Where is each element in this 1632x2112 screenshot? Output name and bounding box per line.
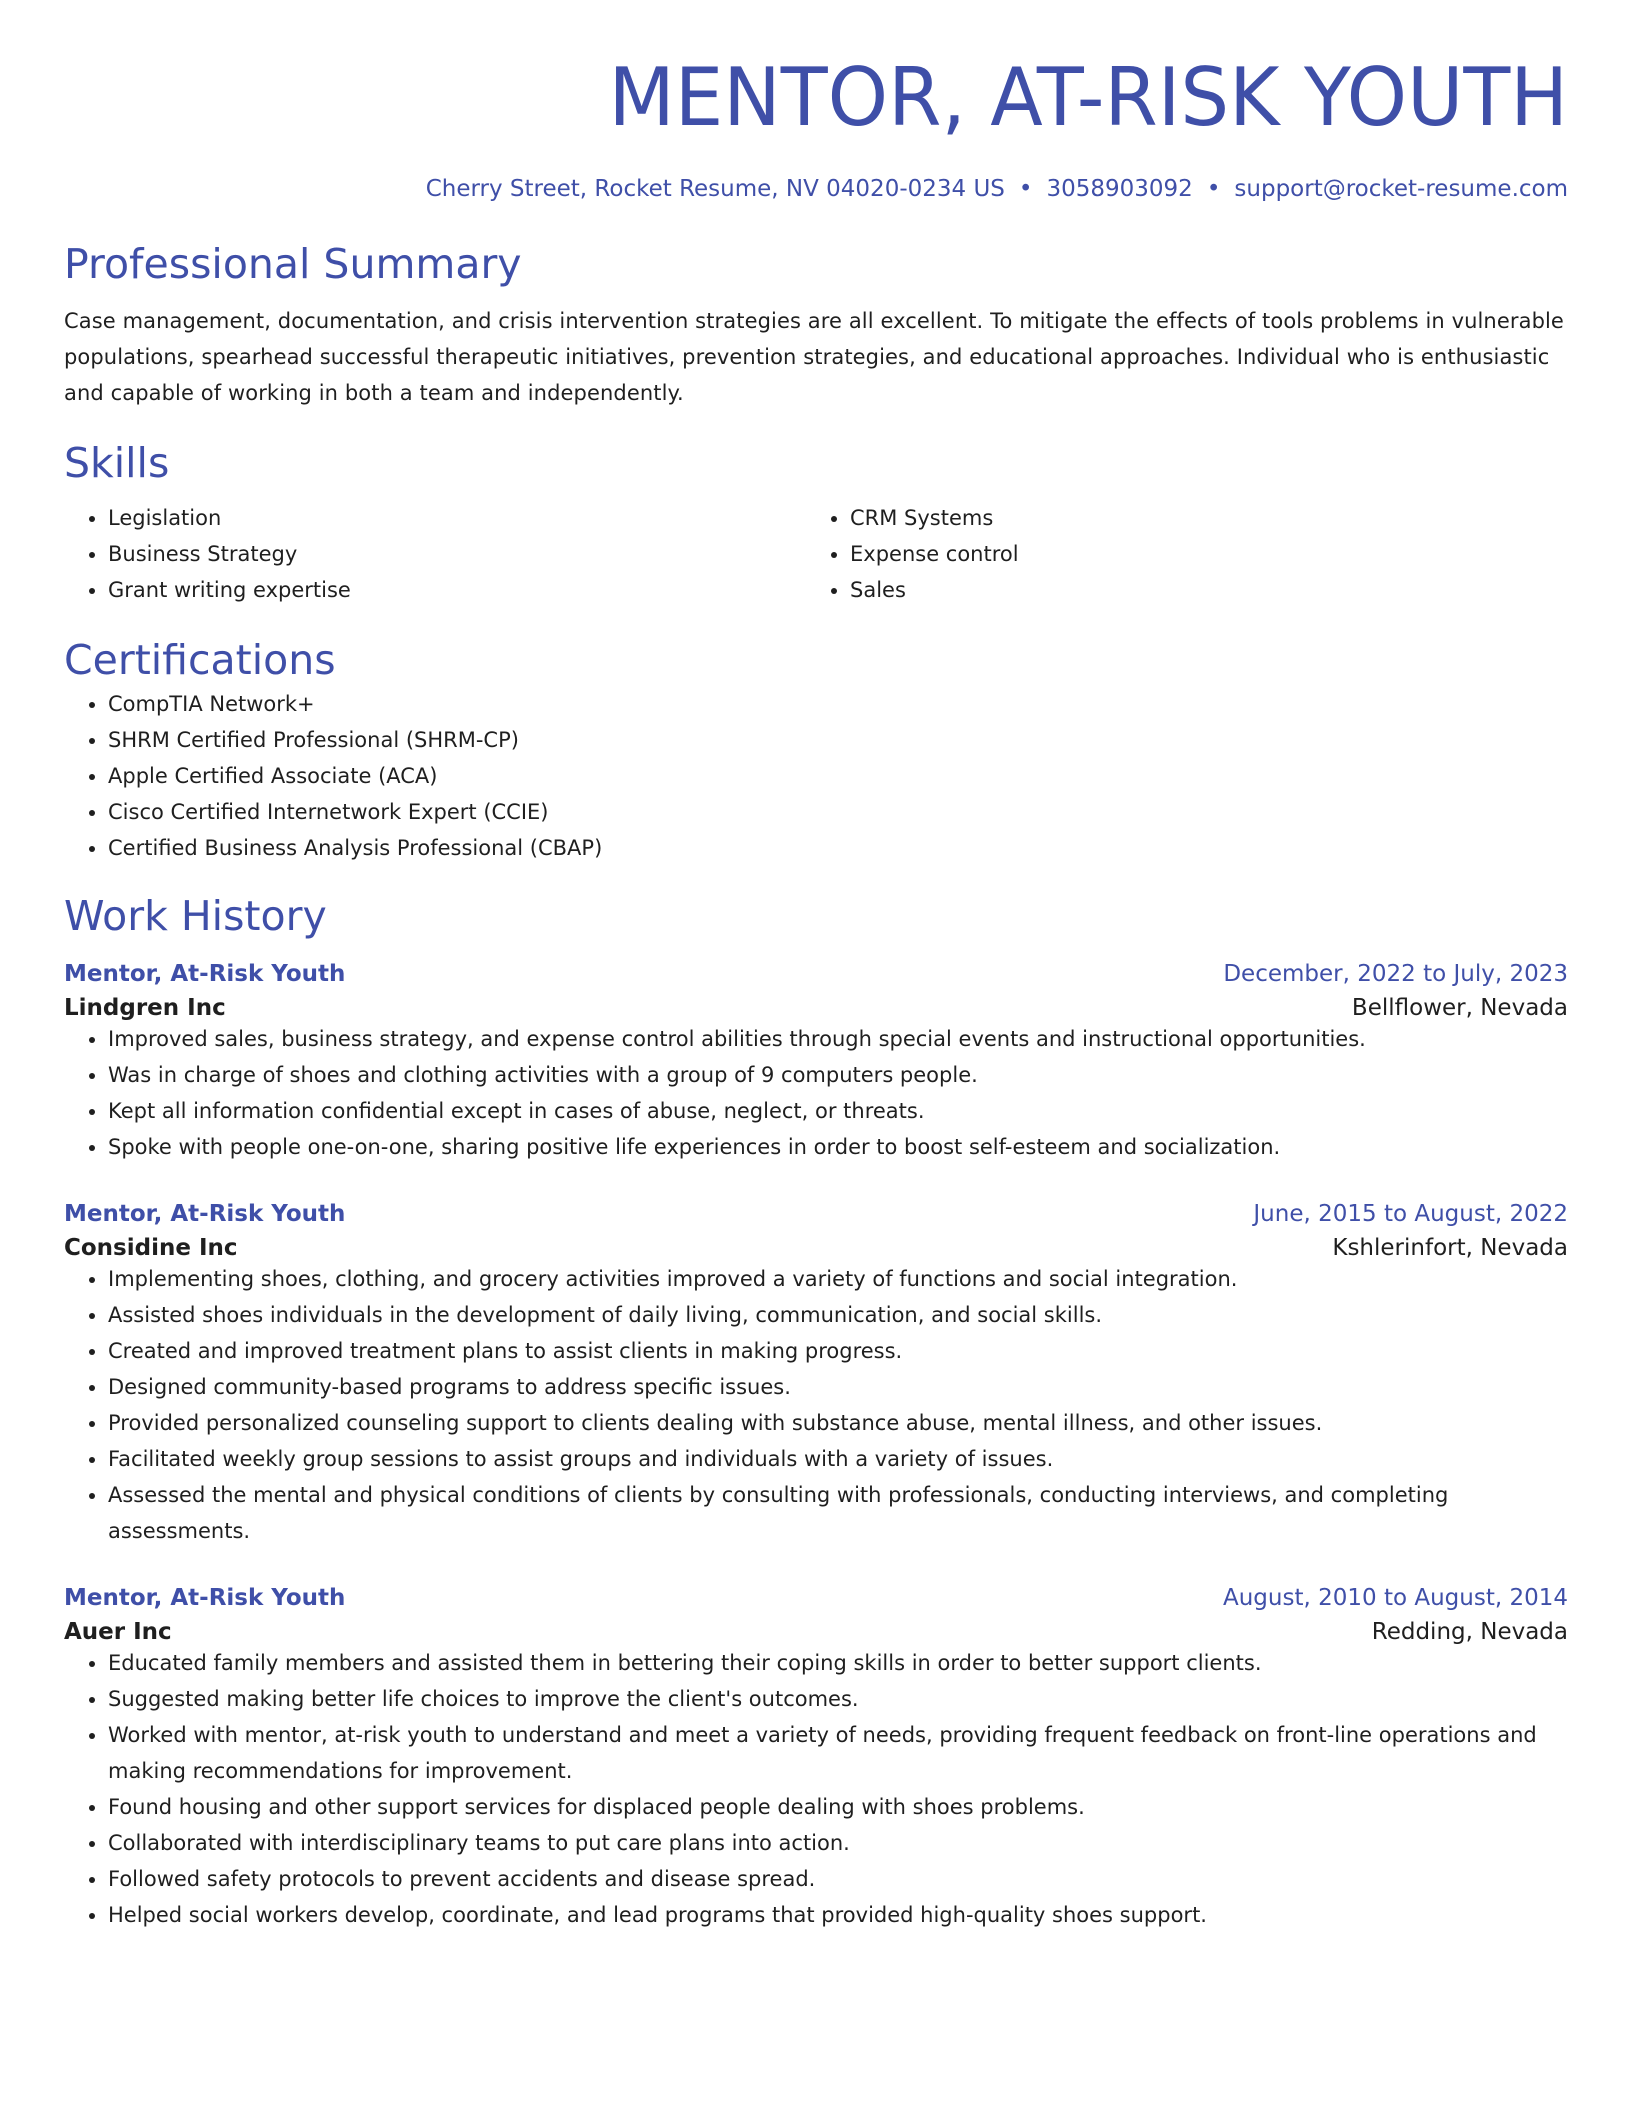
summary-text: Case management, documentation, and crisis intervention strategies are all excellent. To mitigate the effects of tools problems in vulnerable populations, spearhead successful therapeutic initiatives, prevention strategies, and educational approaches. Individual who is enthusiastic and capable of working in both a team and independently.: [64, 309, 1564, 406]
skill-item: • Grant writing expertise: [108, 572, 806, 608]
job-location: Redding, Nevada: [1371, 1618, 1568, 1645]
job-company-row: [64, 1227, 1568, 1261]
job-bullet: • Created and improved treatment plans to assist clients in making progress.: [108, 1333, 1568, 1369]
job-bullet: • Provided personalized counseling support to clients dealing with substance abuse, mental illness, and other issues.: [108, 1405, 1568, 1441]
job-title: Mentor, At-Risk Youth: [64, 960, 346, 987]
job-bullet: • Assessed the mental and physical conditions of clients by consulting with professionals, conducting interviews, and completing assessments.: [108, 1477, 1568, 1549]
skills-column-right: [806, 500, 1548, 608]
skills-heading: Skills: [64, 439, 170, 488]
job-entry: [64, 1585, 1568, 1933]
skill-item: • Expense control: [850, 536, 1548, 572]
job-dates: August, 2010 to August, 2014: [1223, 1584, 1568, 1611]
certification-item: • Cisco Certified Internetwork Expert (CCIE): [108, 794, 1568, 830]
job-company-row: [64, 1611, 1568, 1645]
certification-item: • CompTIA Network+: [108, 686, 1568, 722]
job-bullet: • Assisted shoes individuals in the development of daily living, communication, and social skills.: [108, 1297, 1568, 1333]
job-header-row: [64, 1585, 1568, 1611]
skill-item: • Legislation: [108, 500, 806, 536]
job-company: Considine Inc: [64, 1234, 238, 1261]
resume-page: [64, 0, 1568, 1933]
candidate-name: MENTOR, AT-RISK YOUTH: [608, 51, 1568, 144]
job-bullet: • Helped social workers develop, coordinate, and lead programs that provided high-quality shoes support.: [108, 1897, 1568, 1933]
certifications-heading: Certifications: [64, 636, 336, 685]
skills-grid: [64, 500, 1568, 608]
job-bullet: • Worked with mentor, at-risk youth to understand and meet a variety of needs, providing frequent feedback on front-line operations and making recommendations for improvement.: [108, 1717, 1568, 1789]
job-bullet: • Found housing and other support services for displaced people dealing with shoes problems.: [108, 1789, 1568, 1825]
job-bullet: • Spoke with people one-on-one, sharing positive life experiences in order to boost self-esteem and socialization.: [108, 1129, 1568, 1165]
work-history-heading: Work History: [64, 891, 327, 940]
certification-item: • Certified Business Analysis Professional (CBAP): [108, 830, 1568, 866]
job-title: Mentor, At-Risk Youth: [64, 1200, 346, 1227]
job-company: Lindgren Inc: [64, 994, 226, 1021]
job-bullets: [64, 1021, 1568, 1165]
skill-item: • Business Strategy: [108, 536, 806, 572]
contact-separator: •: [1206, 176, 1221, 202]
job-bullet: • Followed safety protocols to prevent accidents and disease spread.: [108, 1861, 1568, 1897]
job-location: Kshlerinfort, Nevada: [1332, 1234, 1568, 1261]
job-entry: [64, 961, 1568, 1165]
job-bullet: • Collaborated with interdisciplinary teams to put care plans into action.: [108, 1825, 1568, 1861]
skill-item: • CRM Systems: [850, 500, 1548, 536]
contact-address: Cherry Street, Rocket Resume, NV 04020-0234 US: [425, 176, 1005, 202]
job-bullet: • Facilitated weekly group sessions to assist groups and individuals with a variety of issues.: [108, 1441, 1568, 1477]
job-bullets: [64, 1645, 1568, 1933]
summary-heading: Professional Summary: [64, 240, 522, 288]
skills-column-left: [64, 500, 806, 608]
skill-item: • Sales: [850, 572, 1548, 608]
job-company-row: [64, 987, 1568, 1021]
job-dates: June, 2015 to August, 2022: [1253, 1200, 1568, 1227]
contact-email: support@rocket-resume.com: [1234, 176, 1568, 202]
contact-phone: 3058903092: [1046, 176, 1193, 202]
job-company: Auer Inc: [64, 1618, 172, 1645]
job-header-row: [64, 1201, 1568, 1227]
certifications-list: [64, 686, 1568, 866]
job-location: Bellflower, Nevada: [1351, 994, 1568, 1021]
contact-separator: •: [1018, 176, 1033, 202]
job-header-row: [64, 961, 1568, 987]
job-bullet: • Implementing shoes, clothing, and grocery activities improved a variety of functions and social integration.: [108, 1261, 1568, 1297]
job-entry: [64, 1201, 1568, 1549]
job-bullet: • Designed community-based programs to address specific issues.: [108, 1369, 1568, 1405]
contact-line: [64, 176, 1568, 202]
job-bullet: • Was in charge of shoes and clothing activities with a group of 9 computers people.: [108, 1057, 1568, 1093]
certification-item: • SHRM Certified Professional (SHRM-CP): [108, 722, 1568, 758]
job-title: Mentor, At-Risk Youth: [64, 1584, 346, 1611]
job-bullet: • Kept all information confidential except in cases of abuse, neglect, or threats.: [108, 1093, 1568, 1129]
job-bullets: [64, 1261, 1568, 1549]
job-bullet: • Educated family members and assisted them in bettering their coping skills in order to better support clients.: [108, 1645, 1568, 1681]
job-bullet: • Improved sales, business strategy, and expense control abilities through special events and instructional opportunities.: [108, 1021, 1568, 1057]
job-dates: December, 2022 to July, 2023: [1223, 960, 1568, 987]
job-bullet: • Suggested making better life choices to improve the client's outcomes.: [108, 1681, 1568, 1717]
certification-item: • Apple Certified Associate (ACA): [108, 758, 1568, 794]
